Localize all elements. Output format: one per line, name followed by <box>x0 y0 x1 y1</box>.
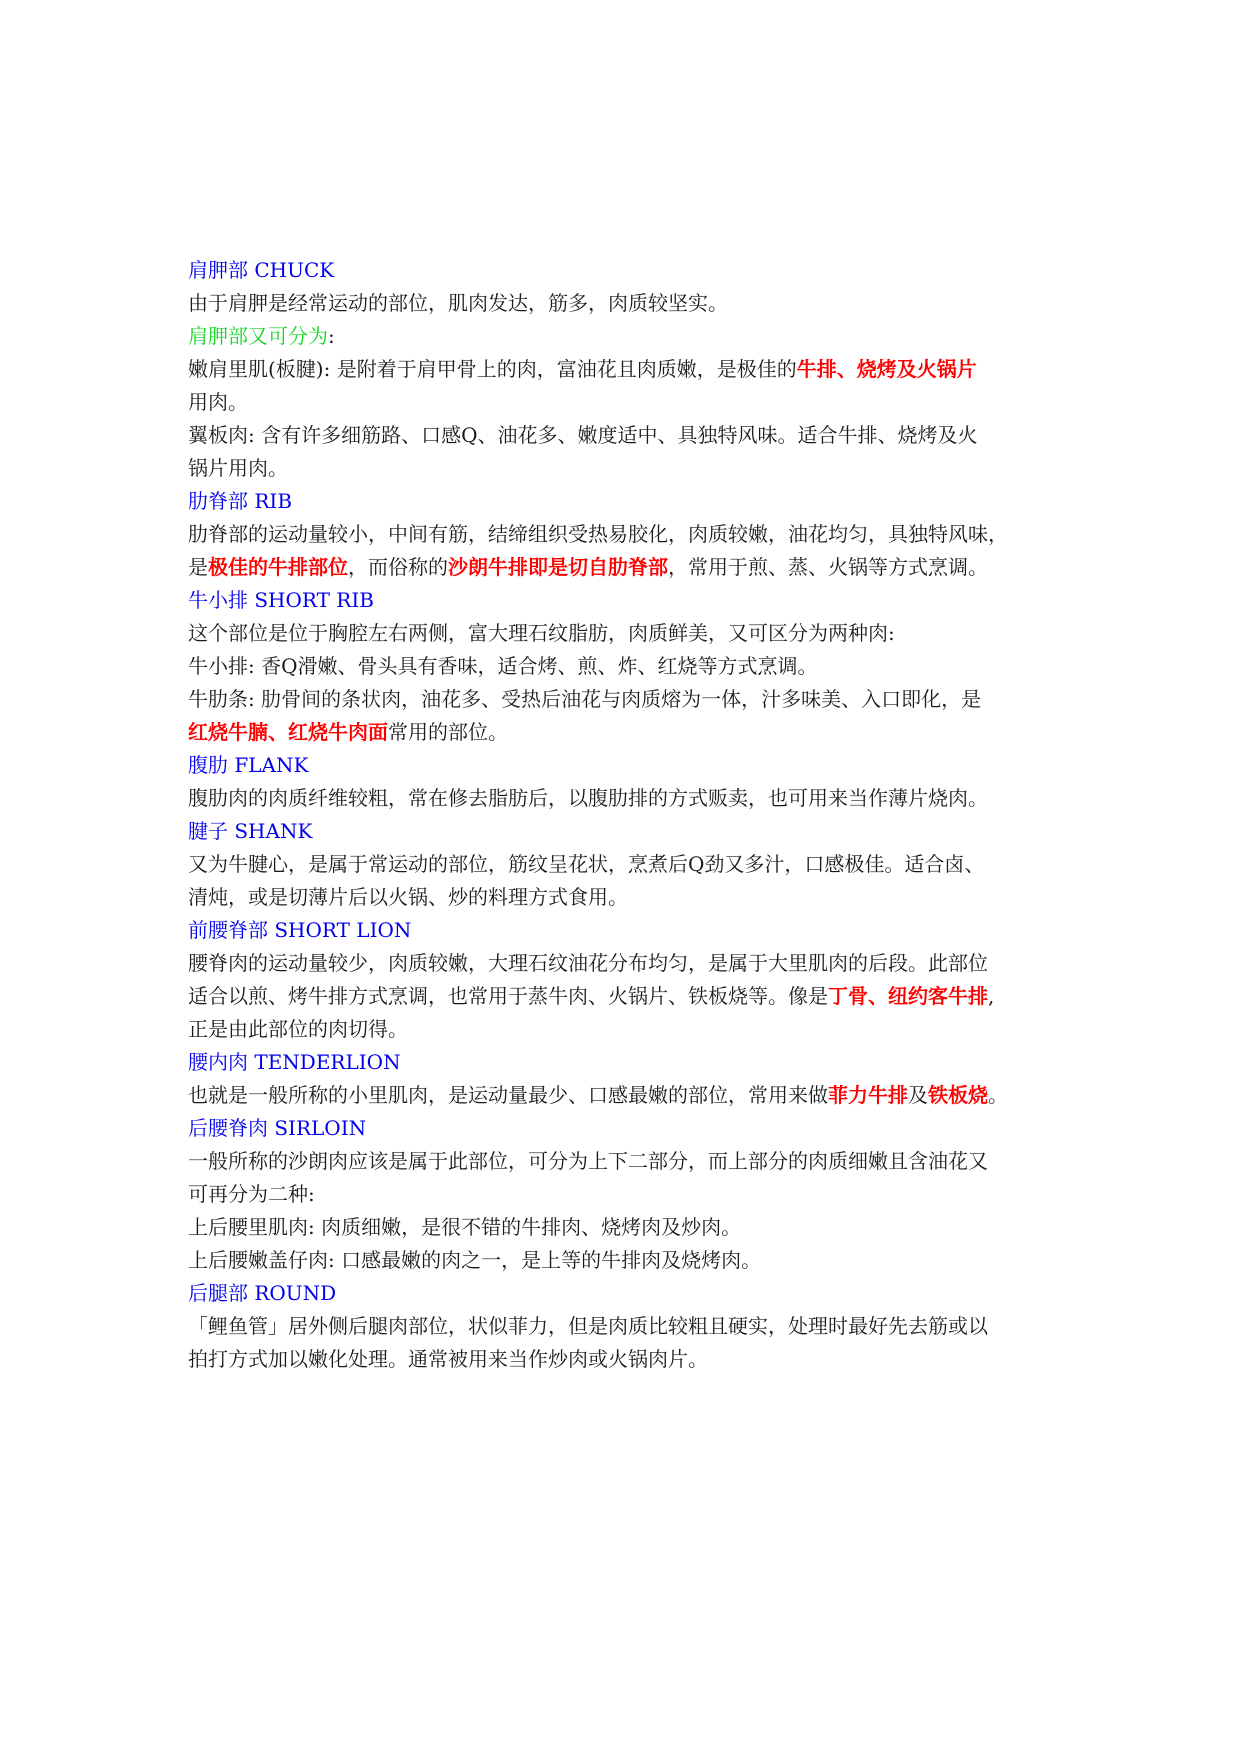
highlight-text: 牛排、烧烤及火锅片 <box>796 357 977 381</box>
flank-desc <box>188 782 1055 815</box>
text-segment: 腹肋肉的肉质纤维较粗，常在修去脂肪后，以腹肋排的方式贩卖，也可用来当作薄片烧肉。 <box>188 786 988 810</box>
chuck-subheading <box>188 320 1055 353</box>
heading-short-lion <box>188 914 1055 947</box>
text-segment: 清炖，或是切薄片后以火锅、炒的料理方式食用。 <box>188 885 628 909</box>
text-segment: 又为牛腱心，是属于常运动的部位，筋纹呈花状，烹煮后Q劲又多汁，口感极佳。适合卤、 <box>188 852 985 876</box>
text-segment: , <box>988 984 995 1008</box>
text-segment: 及 <box>908 1083 928 1107</box>
sirloin-desc-1 <box>188 1145 1055 1178</box>
short-rib-item-2-cont <box>188 716 1055 749</box>
highlight-text: 极佳的牛排部位 <box>208 555 348 579</box>
section-heading-text: 后腰脊肉 SIRLOIN <box>188 1116 367 1140</box>
short-rib-item-2 <box>188 683 1055 716</box>
text-segment: 一般所称的沙朗肉应该是属于此部位，可分为上下二部分，而上部分的肉质细嫩且含油花又 <box>188 1149 988 1173</box>
text-segment: 正是由此部位的肉切得。 <box>188 1017 408 1041</box>
text-segment: 腰脊肉的运动量较少，肉质较嫩，大理石纹油花分布均匀，是属于大里肌肉的后段。此部位 <box>188 951 988 975</box>
rib-desc-2 <box>188 551 1055 584</box>
highlight-text: 沙朗牛排即是切自肋脊部 <box>448 555 668 579</box>
section-heading-text: 腱子 SHANK <box>188 819 313 843</box>
short-rib-item-1 <box>188 650 1055 683</box>
shank-desc-2 <box>188 881 1055 914</box>
text-segment: 是 <box>188 555 208 579</box>
text-segment: 翼板肉: 含有许多细筋路、口感Q、油花多、嫩度适中、具独特风味。适合牛排、烧烤及火 <box>188 423 978 447</box>
heading-chuck <box>188 254 1055 287</box>
chuck-item-2 <box>188 419 1055 452</box>
document-body <box>188 254 1055 1376</box>
tenderlion-desc <box>188 1079 1055 1112</box>
heading-sirloin <box>188 1112 1055 1145</box>
text-segment: 常用的部位。 <box>388 720 508 744</box>
sirloin-desc-2 <box>188 1178 1055 1211</box>
text-segment: 由于肩胛是经常运动的部位，肌肉发达，筋多，肉质较坚实。 <box>188 291 728 315</box>
text-segment: 上后腰嫩盖仔肉: 口感最嫩的肉之一，是上等的牛排肉及烧烤肉。 <box>188 1248 762 1272</box>
short-lion-desc-3 <box>188 1013 1055 1046</box>
highlight-text: 菲力牛排 <box>828 1083 908 1107</box>
text-segment: 用肉。 <box>188 390 248 414</box>
text-segment: 「鲤鱼管」居外侧后腿肉部位，状似菲力，但是肉质比较粗且硬实，处理时最好先去筋或以 <box>188 1314 988 1338</box>
text-segment: 锅片用肉。 <box>188 456 288 480</box>
heading-shank <box>188 815 1055 848</box>
sirloin-item-1 <box>188 1211 1055 1244</box>
section-heading-text: 腹肋 FLANK <box>188 753 309 777</box>
heading-round <box>188 1277 1055 1310</box>
subheading-text: 肩胛部又可分为 <box>188 324 328 348</box>
heading-short-rib <box>188 584 1055 617</box>
chuck-item-1 <box>188 353 1055 386</box>
text-segment: ，常用于煎、蒸、火锅等方式烹调。 <box>668 555 988 579</box>
round-desc-1 <box>188 1310 1055 1343</box>
short-rib-desc <box>188 617 1055 650</box>
heading-tenderlion <box>188 1046 1055 1079</box>
shank-desc-1 <box>188 848 1055 881</box>
text-segment: 上后腰里肌肉: 肉质细嫩，是很不错的牛排肉、烧烤肉及炒肉。 <box>188 1215 742 1239</box>
heading-flank <box>188 749 1055 782</box>
short-lion-desc-2 <box>188 980 1055 1013</box>
text-segment: 这个部位是位于胸腔左右两侧，富大理石纹脂肪，肉质鲜美，又可区分为两种肉: <box>188 621 895 645</box>
text-segment: 也就是一般所称的小里肌肉，是运动量最少、口感最嫩的部位，常用来做 <box>188 1083 828 1107</box>
chuck-item-2-cont <box>188 452 1055 485</box>
section-heading-text: 腰内肉 TENDERLION <box>188 1050 401 1074</box>
text-segment: ，而俗称的 <box>348 555 448 579</box>
chuck-desc <box>188 287 1055 320</box>
text-segment: 可再分为二种: <box>188 1182 315 1206</box>
heading-rib <box>188 485 1055 518</box>
rib-desc-1 <box>188 518 1055 551</box>
round-desc-2 <box>188 1343 1055 1376</box>
section-heading-text: 后腿部 ROUND <box>188 1281 337 1305</box>
chuck-item-1-cont <box>188 386 1055 419</box>
text-segment: 。 <box>988 1083 1008 1107</box>
text-segment: : <box>328 324 335 348</box>
text-segment: 适合以煎、烤牛排方式烹调，也常用于蒸牛肉、火锅片、铁板烧等。像是 <box>188 984 828 1008</box>
sirloin-item-2 <box>188 1244 1055 1277</box>
text-segment: 拍打方式加以嫩化处理。通常被用来当作炒肉或火锅肉片。 <box>188 1347 708 1371</box>
section-heading-text: 肩胛部 CHUCK <box>188 258 335 282</box>
short-lion-desc-1 <box>188 947 1055 980</box>
text-segment: 嫩肩里肌(板腱): 是附着于肩甲骨上的肉，富油花且肉质嫩，是极佳的 <box>188 357 797 381</box>
text-segment: 肋脊部的运动量较小，中间有筋，结缔组织受热易胶化，肉质较嫩，油花均匀，具独特风味， <box>188 522 1008 546</box>
text-segment: 牛肋条: 肋骨间的条状肉，油花多、受热后油花与肉质熔为一体，汁多味美、入口即化，是 <box>188 687 982 711</box>
highlight-text: 丁骨、纽约客牛排 <box>828 984 988 1008</box>
section-heading-text: 肋脊部 RIB <box>188 489 293 513</box>
section-heading-text: 前腰脊部 SHORT LION <box>188 918 412 942</box>
text-segment: 牛小排: 香Q滑嫩、骨头具有香味，适合烤、煎、炸、红烧等方式烹调。 <box>188 654 818 678</box>
highlight-text: 铁板烧 <box>928 1083 988 1107</box>
section-heading-text: 牛小排 SHORT RIB <box>188 588 374 612</box>
highlight-text: 红烧牛腩、红烧牛肉面 <box>188 720 388 744</box>
